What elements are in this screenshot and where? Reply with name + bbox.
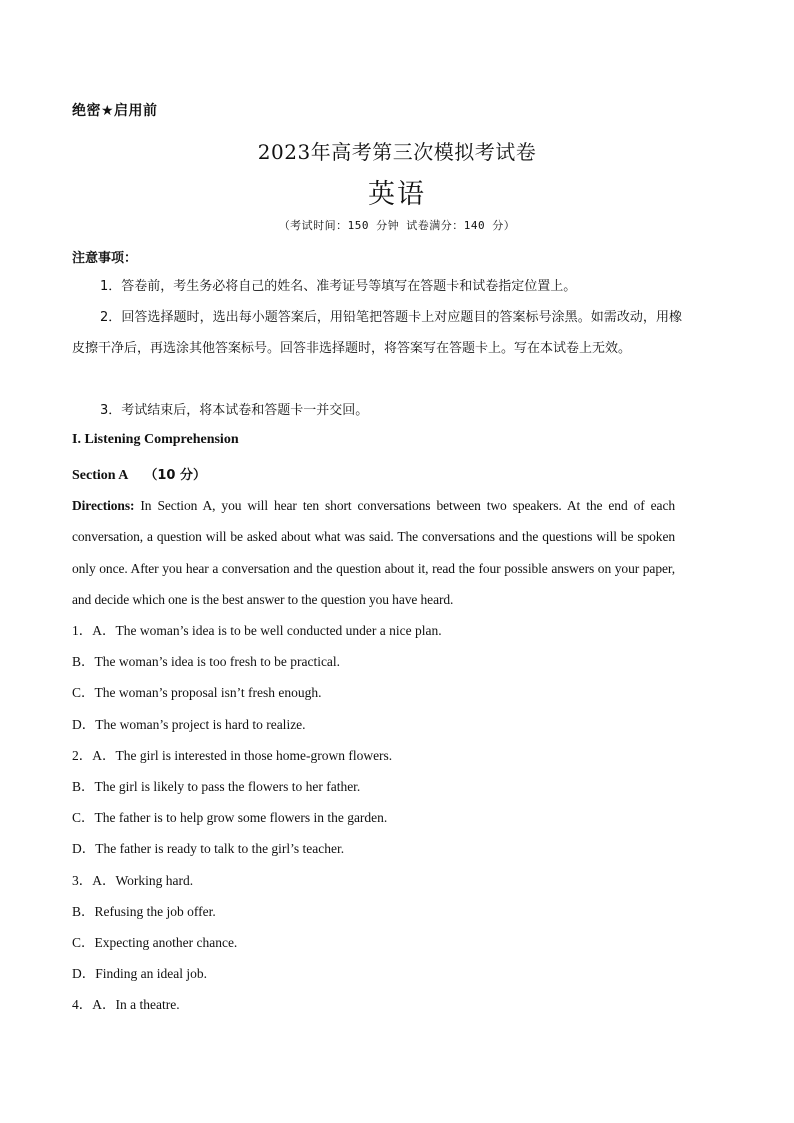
confidential-mark: 绝密★启用前 [72,103,158,119]
option-line: B．The girl is likely to pass the flowers to her father. [72,778,361,794]
directions-text: In Section A, you will hear ten short conversations between two speakers. At the end of each conversation, a question will be asked about what was said. The conversations and the questions will be spoken only once. After you hear a conversation and the question about it, read the four possible answers on your paper, and decide which one is the best answer to the question you have heard. [72,498,675,607]
option-line: 1．A．The woman’s idea is to be well conducted under a nice plan. [72,623,442,638]
directions-label: Directions: [72,498,135,513]
option-line: C．The father is to help grow some flowers in the garden. [72,810,388,826]
notice-item-2: 2．回答选择题时，选出每小题答案后，用铅笔把答题卡上对应题目的答案标号涂黑。如需改动，用橡皮擦干净后，再选涂其他答案标号。回答非选择题时，将答案写在答题卡上。写在本试卷上无效。 [72,310,682,356]
option-line: D．The woman’s project is hard to realize. [72,716,306,732]
notice-title: 注意事项： [72,251,138,266]
notice-item-3: 3．考试结束后，将本试卷和答题卡一并交回。 [100,403,369,418]
question-options [72,615,692,1020]
option-line: B．The woman’s idea is too fresh to be practical. [72,654,341,670]
subject-title: 英语 [368,179,426,210]
option-line: 3．A．Working hard. [72,872,194,888]
notice-item-1: 1．答卷前，考生务必将自己的姓名、准考证号等填写在答题卡和试卷指定位置上。 [100,279,577,294]
option-line: 4．A．In a theatre. [72,997,180,1013]
option-line: D．The father is ready to talk to the girl’s teacher. [72,841,345,857]
directions-paragraph [72,490,675,615]
exam-info: （考试时间：150 分钟 试卷满分：140 分） [278,219,516,232]
option-line: C．The woman’s proposal isn’t fresh enough. [72,685,322,701]
option-line: C．Expecting another chance. [72,934,238,950]
option-line: D．Finding an ideal job. [72,966,207,982]
section-heading [72,464,206,484]
part-heading: I. Listening Comprehension [72,432,239,447]
option-line: 2．A．The girl is interested in those home-grown flowers. [72,747,393,763]
exam-title: 2023年高考第三次模拟考试卷 [257,140,537,164]
option-line: B．Refusing the job offer. [72,903,216,919]
section-label: Section A [72,468,129,483]
section-points: （10 分） [144,468,207,483]
